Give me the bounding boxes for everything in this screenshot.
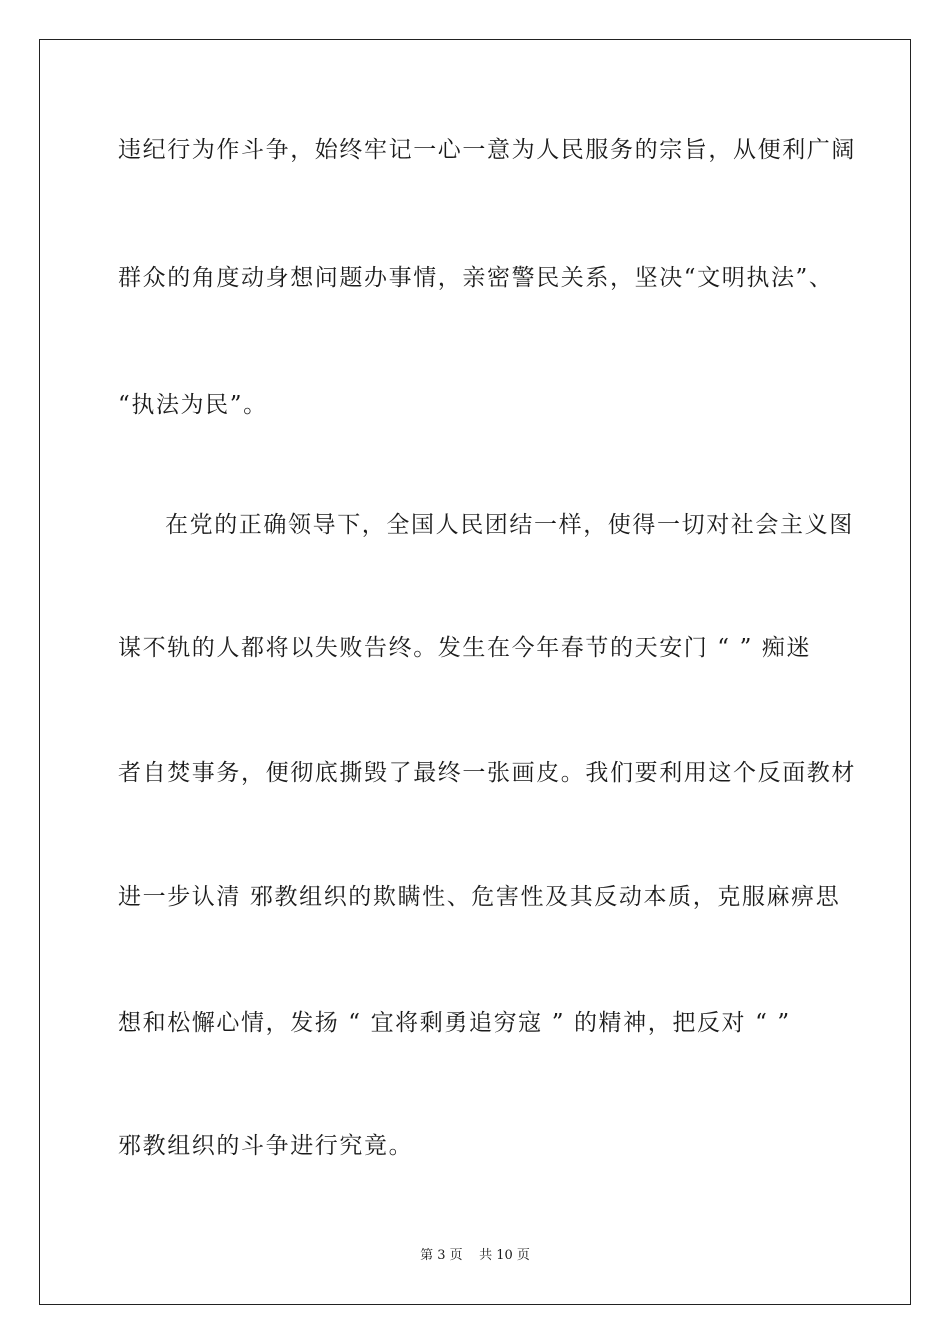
text-line: “执法为民”。	[118, 392, 268, 418]
text-line: 者自焚事务，便彻底撕毁了最终一张画皮。我们要利用这个反面教材	[118, 760, 856, 786]
text-line: 谋不轨的人都将以失败告终。发生在今年春节的天安门 “ ” 痴迷	[118, 635, 812, 661]
page-number-footer: 第 3 页 共 10 页	[420, 1248, 530, 1263]
text-line: 邪教组织的斗争进行究竟。	[118, 1133, 414, 1159]
page-border	[39, 39, 911, 1305]
text-line: 想和松懈心情，发扬 “ 宜将剩勇追穷寇 ” 的精神，把反对 “ ”	[118, 1010, 791, 1036]
text-line: 违纪行为作斗争，始终牢记一心一意为人民服务的宗旨，从便利广阔	[118, 137, 856, 163]
paragraph-start-line: 在党的正确领导下，全国人民团结一样，使得一切对社会主义图	[165, 512, 854, 538]
text-line: 进一步认清 邪教组织的欺瞒性、危害性及其反动本质，克服麻痹思	[118, 884, 841, 910]
text-line: 群众的角度动身想问题办事情，亲密警民关系，坚决“文明执法”、	[118, 265, 834, 291]
